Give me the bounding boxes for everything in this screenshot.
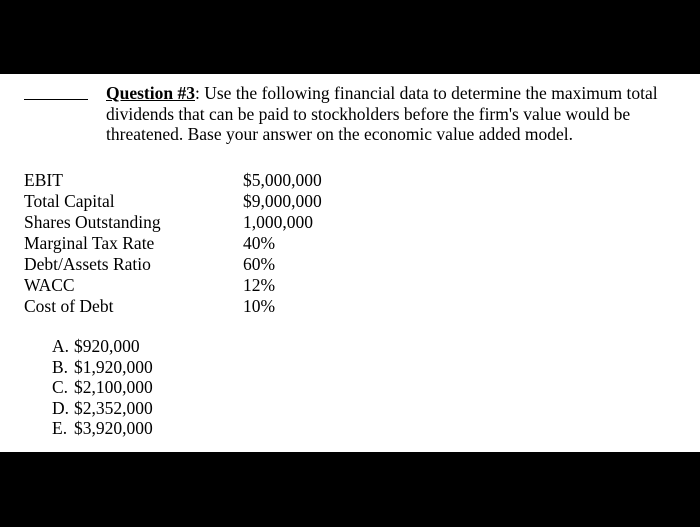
choice-text: $920,000 xyxy=(74,336,140,356)
data-row-cost-of-debt xyxy=(24,296,322,317)
data-value: $9,000,000 xyxy=(243,191,322,211)
choice-letter: E. xyxy=(52,418,68,438)
data-row-marginal-tax-rate xyxy=(24,233,322,254)
answer-blank-line xyxy=(24,99,88,100)
top-black-bar xyxy=(0,0,700,74)
data-row-ebit xyxy=(24,170,322,191)
question-body: Use the following financial data to determine the maximum total dividends that can be paid to stockholders before the firm's value would be threatened. Base your answer on the economic value added model. xyxy=(106,83,658,144)
choice-text: $1,920,000 xyxy=(74,356,153,377)
question-number: Question #3 xyxy=(106,83,195,103)
choice-letter: C. xyxy=(52,377,69,397)
data-value: $5,000,000 xyxy=(243,170,322,190)
data-row-wacc xyxy=(24,275,322,296)
data-value: 10% xyxy=(243,296,276,316)
data-value: 1,000,000 xyxy=(243,212,313,232)
data-value: 40% xyxy=(243,233,276,253)
choice-letter: D. xyxy=(52,397,70,418)
choice-a xyxy=(52,336,153,357)
data-label: EBIT xyxy=(24,170,63,190)
choice-c xyxy=(52,377,153,398)
choice-e xyxy=(52,418,153,439)
data-row-shares-outstanding xyxy=(24,212,322,233)
data-row-total-capital xyxy=(24,191,322,212)
choice-b xyxy=(52,357,153,378)
data-label: Shares Outstanding xyxy=(24,212,161,232)
data-label: Marginal Tax Rate xyxy=(24,233,155,253)
financial-data-table xyxy=(24,170,322,317)
data-label: Cost of Debt xyxy=(24,296,114,316)
question-text xyxy=(106,83,691,145)
data-value: 12% xyxy=(243,275,276,295)
choice-letter: B. xyxy=(52,356,69,377)
choice-d xyxy=(52,398,153,419)
choice-letter: A. xyxy=(52,336,70,356)
data-label: WACC xyxy=(24,275,75,295)
answer-choices xyxy=(52,336,153,439)
bottom-black-bar xyxy=(0,452,700,527)
data-label: Debt/Assets Ratio xyxy=(24,254,151,274)
data-value: 60% xyxy=(243,254,276,274)
question-separator: : xyxy=(194,83,200,103)
data-label: Total Capital xyxy=(24,191,115,211)
question-page xyxy=(0,74,700,452)
choice-text: $2,352,000 xyxy=(74,397,153,418)
data-row-debt-assets-ratio xyxy=(24,254,322,275)
choice-text: $3,920,000 xyxy=(74,418,153,438)
choice-text: $2,100,000 xyxy=(74,377,153,397)
